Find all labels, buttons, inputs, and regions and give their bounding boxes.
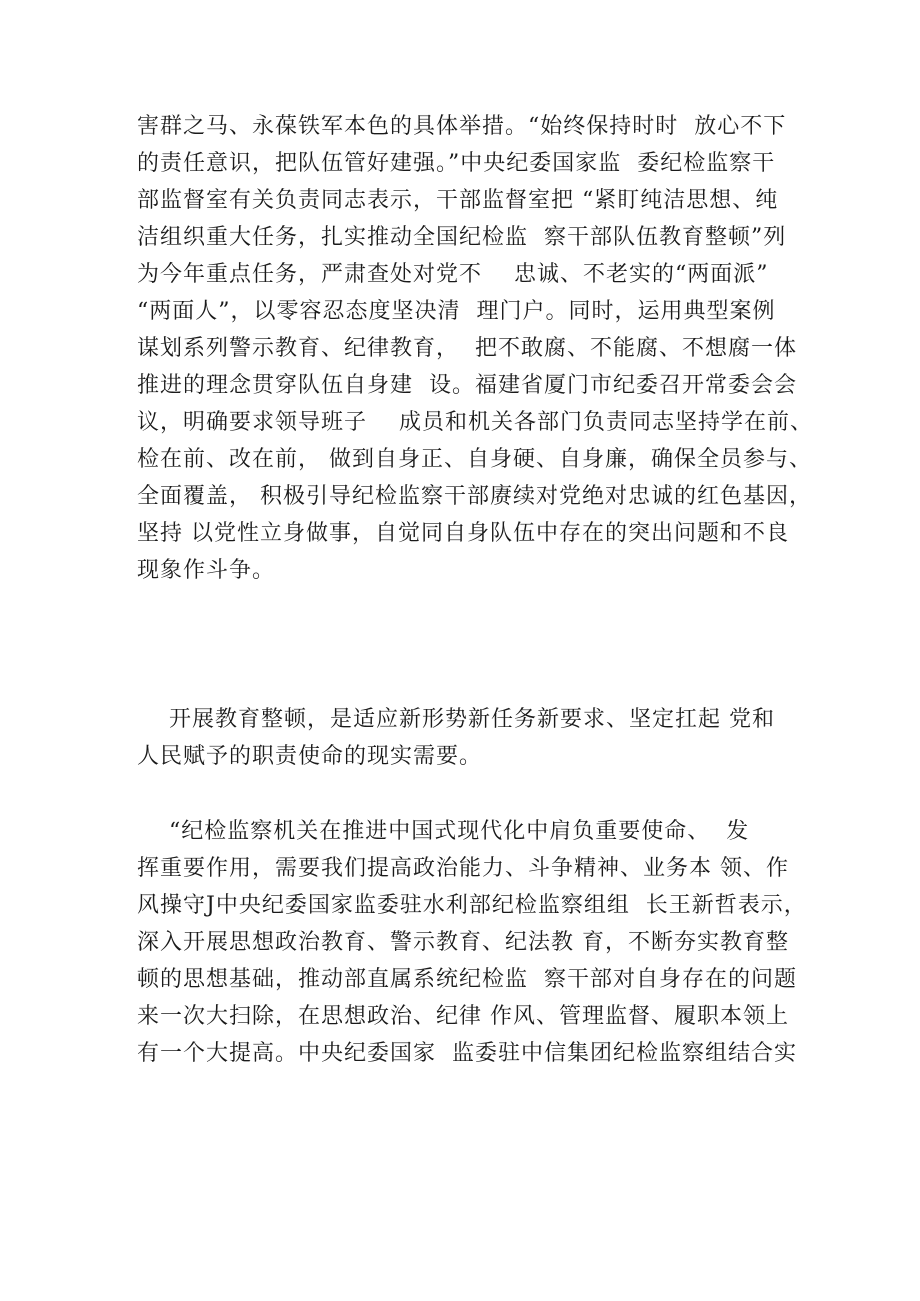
text-line: 议，明确要求领导班子 成员和机关各部门负责同志坚持学在前、	[137, 410, 813, 435]
paragraph-3	[137, 813, 807, 1072]
text-line: 部监督室有关负责同志表示，干部监督室把 “紧盯纯洁思想、纯	[137, 188, 779, 213]
text-line: 检在前、改在前， 做到自身正、自身硬、自身廉，确保全员参与、	[137, 447, 812, 472]
text-line: 推进的理念贯穿队伍自身建 设。福建省厦门市纪委召开常委会会	[137, 373, 797, 398]
text-line: 人民赋予的职责使命的现实需要。	[137, 744, 483, 769]
text-line: 现象作斗争。	[137, 558, 276, 583]
text-line: 全面覆盖， 积极引导纪检监察干部赓续对党绝对忠诚的红色基因，	[137, 484, 812, 509]
text-line: 坚持 以党性立身做事，自觉同自身队伍中存在的突出问题和不良	[137, 521, 789, 546]
text-line: 顿的思想基础，推动部直属系统纪检监 察干部对自身存在的问题	[137, 967, 797, 992]
text-line: 为今年重点任务，严肃查处对党不 忠诚、不老实的“两面派”	[137, 262, 769, 287]
text-line: 开展教育整顿，是适应新形势新任务新要求、坚定扛起 党和	[137, 707, 775, 732]
text-line: 深入开展思想政治教育、警示教育、纪法教 育，不断夯实教育整	[137, 930, 789, 955]
text-line: 谋划系列警示教育、纪律教育， 把不敢腐、不能腐、不想腐一体	[137, 336, 797, 361]
text-line: “两面人”，以零容忍态度坚决清 理门户。同时，运用典型案例	[137, 299, 776, 324]
text-line: 来一次大扫除，在思想政治、纪律 作风、管理监督、履职本领上	[137, 1004, 789, 1029]
text-line: “纪检监察机关在推进中国式现代化中肩负重要使命、 发	[137, 819, 750, 844]
paragraph-1	[137, 108, 813, 589]
text-line: 挥重要作用，需要我们提高政治能力、斗争精神、业务本 领、作	[137, 856, 789, 881]
paragraph-2	[137, 701, 797, 775]
text-line: 洁组织重大任务，扎实推动全国纪检监 察干部队伍教育整顿”列	[137, 225, 787, 250]
text-line: 害群之马、永葆铁军本色的具体举措。“始终保持时时 放心不下	[137, 114, 787, 139]
text-line: 的责任意识，把队伍管好建强。”中央纪委国家监 委纪检监察干	[137, 151, 776, 176]
text-line: 有一个大提高。中央纪委国家 监委驻中信集团纪检监察组结合实	[137, 1041, 797, 1066]
text-line: 风操守J中央纪委国家监委驻水利部纪检监察组组 长王新哲表示，	[137, 893, 807, 918]
